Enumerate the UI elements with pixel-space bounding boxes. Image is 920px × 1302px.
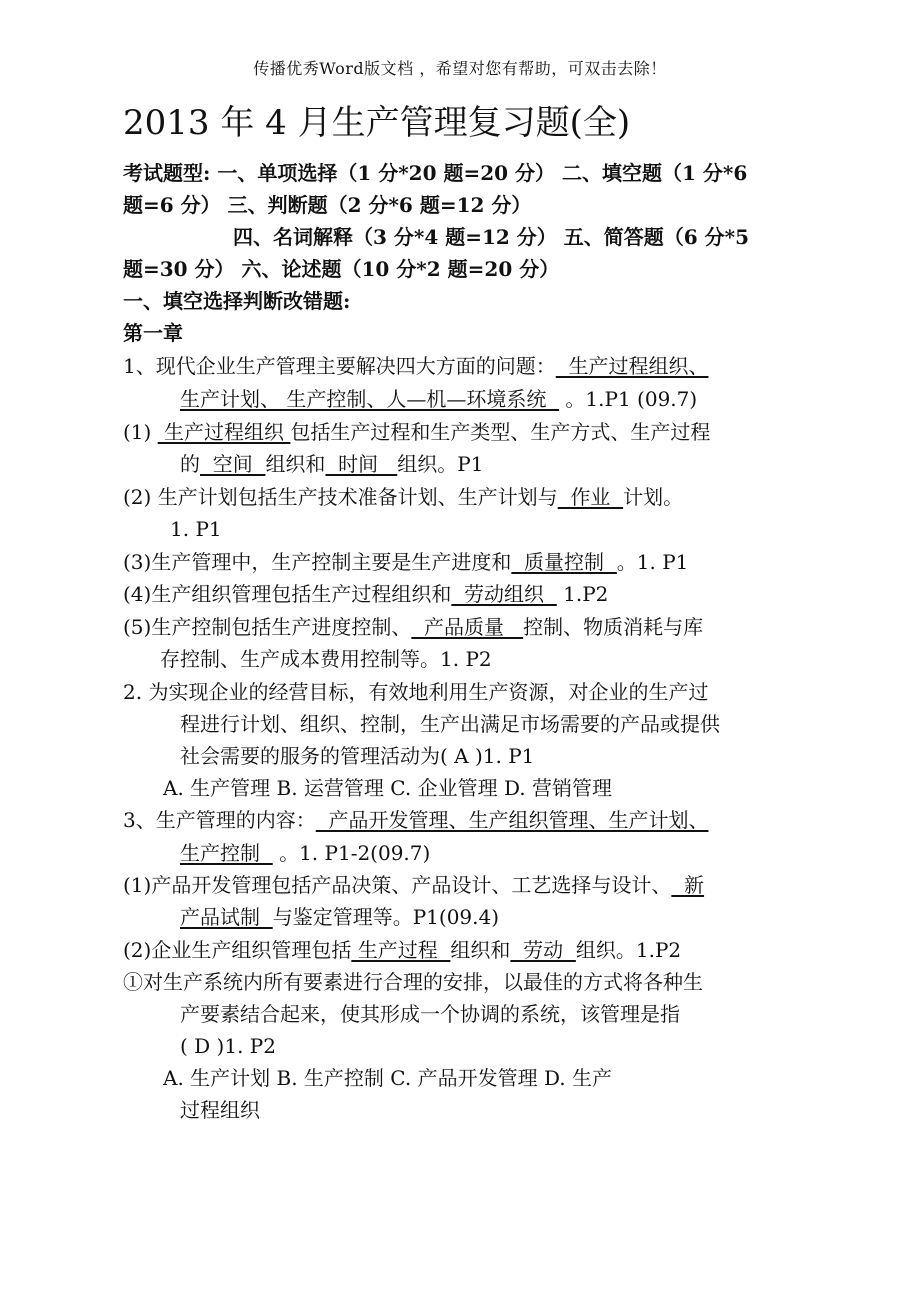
question-text: 计划。	[623, 485, 684, 509]
item-number: (1)	[123, 420, 158, 444]
exam-types-line-4: 题=30 分） 六、论述题（10 分*2 题=20 分）	[123, 257, 560, 281]
chapter-heading: 第一章	[123, 321, 183, 345]
header-banner: 传播优秀Word版文档 ，希望对您有帮助，可双击去除！	[253, 59, 667, 78]
question-text: 组织和	[265, 452, 326, 476]
question-text: (1)产品开发管理包括产品决策、产品设计、工艺选择与设计、	[123, 873, 672, 897]
source-ref: 。1. P1	[616, 550, 689, 574]
question-text: 控制、物质消耗与库	[523, 615, 704, 639]
question-text: (2)企业生产组织管理包括	[123, 938, 352, 962]
answer-blank: 生产过程组织	[157, 420, 291, 444]
question-2-line-1: 2. 为实现企业的经营目标，有效地利用生产资源，对企业的生产过	[123, 680, 709, 704]
question-3-1-line-2	[180, 902, 499, 932]
question-text: (3)生产管理中，生产控制主要是生产进度和	[123, 550, 512, 574]
page-title: 2013 年 4 月生产管理复习题(全)	[123, 103, 631, 143]
source-ref: 。1. P1-2(09.7)	[272, 841, 431, 865]
question-3-c1-options: A. 生产计划 B. 生产控制 C. 产品开发管理 D. 生产	[163, 1066, 612, 1090]
question-text: 1、现代企业生产管理主要解决四大方面的问题：	[123, 354, 556, 378]
answer-blank: 作业	[557, 485, 624, 509]
answer-blank: 生产控制	[180, 841, 273, 865]
source-ref: 与鉴定管理等。P1(09.4)	[272, 905, 500, 929]
question-text: (5)生产控制包括生产进度控制、	[123, 615, 412, 639]
question-1-4	[123, 579, 608, 609]
question-1-5-line-1	[123, 612, 703, 642]
question-text: 的	[180, 452, 200, 476]
question-3-line-2	[180, 838, 430, 868]
question-3-c1-options-line-2: 过程组织	[180, 1098, 260, 1122]
question-1-2-line-2: 1. P1	[170, 517, 222, 541]
question-2-line-3: 社会需要的服务的管理活动为( A )1. P1	[180, 744, 535, 768]
question-text: (4)生产组织管理包括生产过程组织和	[123, 582, 452, 606]
answer-blank: 劳动	[510, 938, 576, 962]
question-1-2-line-1	[123, 482, 683, 512]
exam-types-line-1: 考试题型: 一、单项选择（1 分*20 题=20 分） 二、填空题（1 分*6	[123, 161, 748, 185]
question-1-1-line-1	[123, 417, 710, 447]
answer-blank: 生产过程	[351, 938, 451, 962]
question-text: 组织和	[450, 938, 511, 962]
question-1-1-line-2	[180, 449, 483, 479]
question-3-2	[123, 935, 681, 965]
question-text: (2) 生产计划包括生产技术准备计划、生产计划与	[123, 485, 558, 509]
question-text: 3、生产管理的内容：	[123, 808, 316, 832]
answer-blank: 劳动组织	[451, 582, 557, 606]
source-ref: 1.P2	[556, 582, 609, 606]
answer-blank: 产品开发管理、生产组织管理、生产计划、	[315, 808, 709, 832]
question-2-options: A. 生产管理 B. 运营管理 C. 企业管理 D. 营销管理	[163, 776, 612, 800]
question-3-c1-line-1: ①对生产系统内所有要素进行合理的安排，以最佳的方式将各种生	[123, 970, 703, 994]
answer-blank: 生产过程组织、	[555, 354, 709, 378]
question-2-line-2: 程进行计划、组织、控制，生产出满足市场需要的产品或提供	[180, 712, 720, 736]
exam-types-line-3: 四、名词解释（3 分*4 题=12 分） 五、简答题（6 分*5	[233, 225, 749, 249]
answer-blank: 生产计划、 生产控制、人—机—环境系统	[180, 387, 560, 411]
question-3-c1-line-2: 产要素结合起来，使其形成一个协调的系统，该管理是指	[180, 1002, 680, 1026]
answer-blank: 空间	[200, 452, 266, 476]
question-1-line-2	[180, 384, 697, 414]
question-1-5-line-2: 存控制、生产成本费用控制等。1. P2	[160, 647, 492, 671]
answer-blank: 时间	[325, 452, 398, 476]
question-3-1-line-1	[123, 870, 704, 900]
answer-blank: 新	[671, 873, 705, 897]
answer-blank: 产品试制	[180, 905, 273, 929]
question-3-line-1	[123, 805, 708, 835]
question-1-line-1	[123, 351, 708, 381]
source-ref: 组织。P1	[397, 452, 484, 476]
question-text: 包括生产过程和生产类型、生产方式、生产过程	[290, 420, 711, 444]
source-ref: 。1.P1 (09.7)	[559, 387, 698, 411]
question-3-c1-line-3: ( D )1. P2	[180, 1034, 276, 1058]
source-ref: 组织。1.P2	[575, 938, 682, 962]
question-1-3	[123, 547, 688, 577]
answer-blank: 质量控制	[511, 550, 617, 574]
section-heading: 一、填空选择判断改错题:	[123, 289, 351, 313]
answer-blank: 产品质量	[411, 615, 524, 639]
exam-types-line-2: 题=6 分） 三、判断题（2 分*6 题=12 分）	[123, 193, 532, 217]
